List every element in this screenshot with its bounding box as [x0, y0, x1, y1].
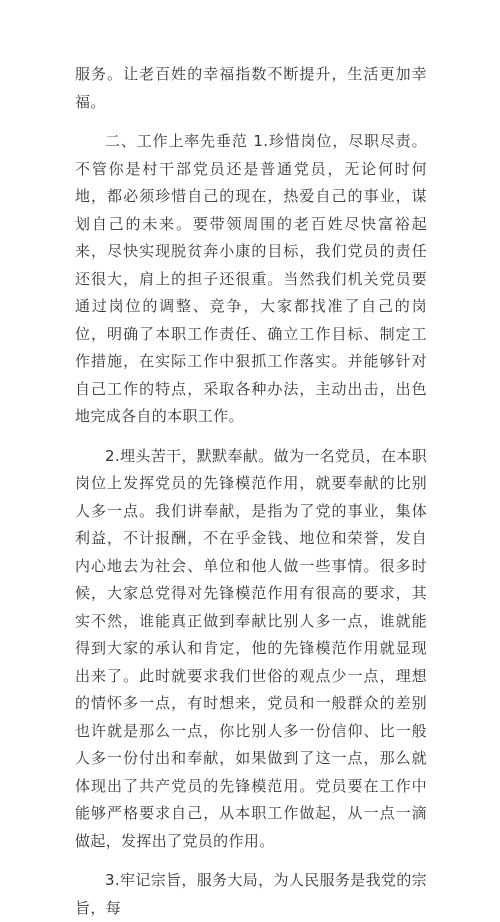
paragraph-section-two-item-one: 二、工作上率先垂范 1.珍惜岗位，尽职尽责。不管你是村干部党员还是普通党员，无论何时何地，都必须珍惜自己的现在，热爱自己的事业，谋划自己的未来。要带领周围的老百姓尽快富裕起来，尽快实现脱贫奔小康的目标，我们党员的责任还很大，肩上的担子还很重。当然我们机关党员要通过岗位的调整、竞争，大家都找准了自己的岗位，明确了本职工作责任、确立工作目标、制定工作措施，在实际工作中狠抓工作落实。并能够针对自己工作的特点，采取各种办法，主动出击，出色地完成各自的本职工作。 [75, 132, 427, 425]
document-page [75, 61, 427, 922]
paragraph-intro-tail: 服务。让老百姓的幸福指数不断提升，生活更加幸福。 [75, 65, 427, 111]
paragraph-item-two: 2.埋头苦干，默默奉献。做为一名党员，在本职岗位上发挥党员的先锋模范作用，就要奉献的比别人多一点。我们讲奉献，是指为了党的事业，集体利益，不计报酬，不在乎金钱、地位和荣誉，发自内心地去为社会、单位和他人做一些事情。很多时候，大家总党得对先锋模范作用有很高的要求，其实不然，谁能真正做到奉献比别人多一点，谁就能得到大家的承认和肯定，他的先锋模范作用就显现出来了。此时就要求我们世俗的观点少一点，理想的情怀多一点，有时想来，党员和一般群众的差别也许就是那么一点，你比别人多一份信仰、比一般人多一份付出和奉献，如果做到了这一点，那么就体现出了共产党员的先锋模范用。党员要在工作中能够严格要求自己，从本职工作做起，从一点一滴做起，发挥出了党员的作用。 [75, 446, 428, 850]
paragraph-item-three: 3.牢记宗旨，服务大局，为人民服务是我党的宗旨，每 [75, 871, 428, 917]
